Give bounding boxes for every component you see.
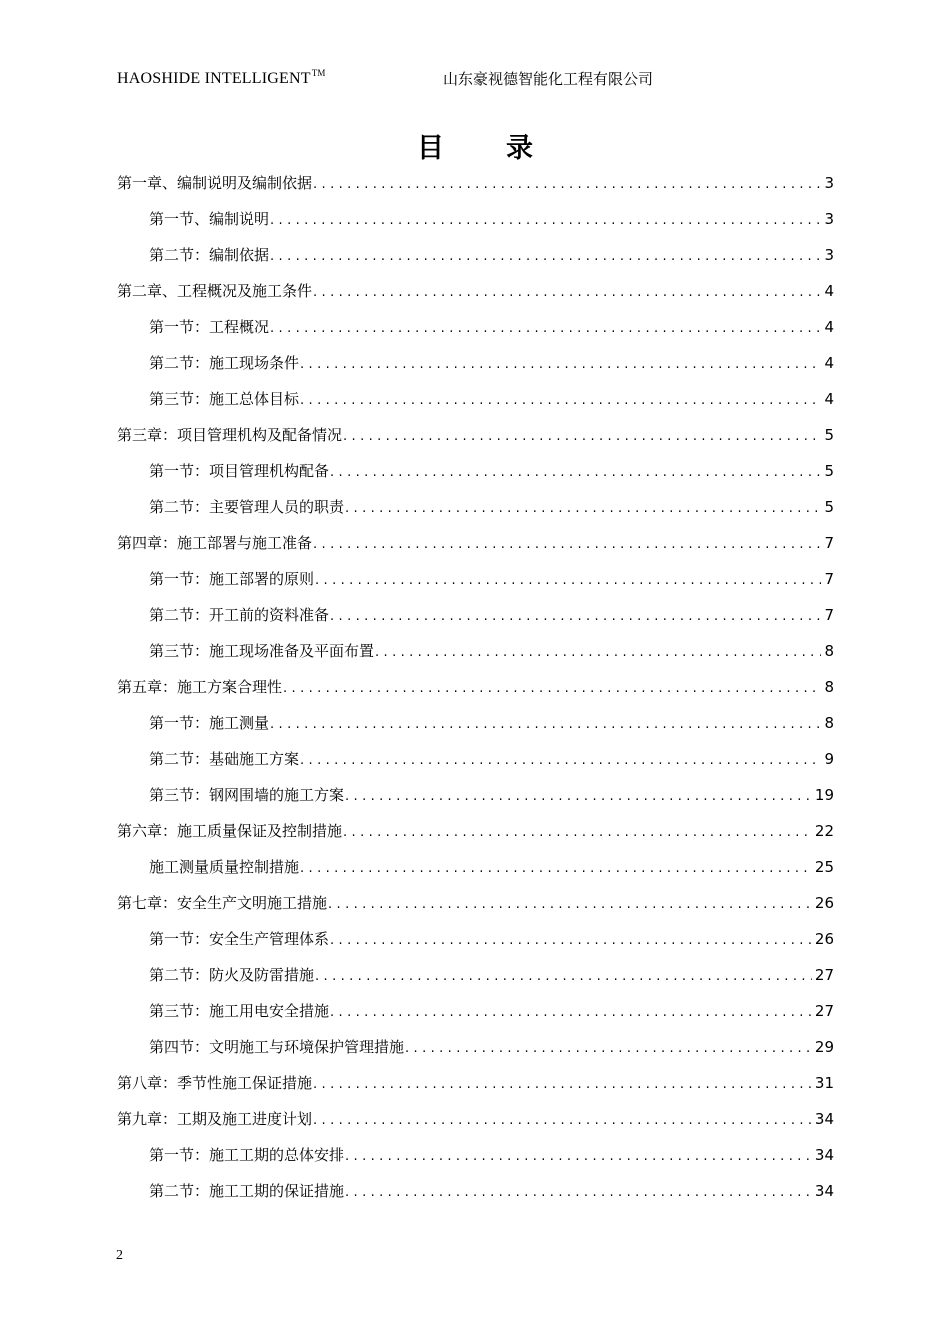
toc-entry-page: 8 <box>824 678 834 696</box>
dot-leader <box>313 282 821 304</box>
dot-leader <box>343 822 812 844</box>
toc-entry-title: 第二节：编制依据 <box>149 246 270 264</box>
toc-entry-title: 第一章、编制说明及编制依据 <box>117 174 313 192</box>
dot-leader <box>343 426 821 448</box>
dot-leader <box>300 750 821 772</box>
toc-entry-title: 第一节：项目管理机构配备 <box>149 462 330 480</box>
toc-entry-page: 22 <box>814 822 834 840</box>
toc-chapter-entry[interactable] <box>117 172 834 208</box>
toc-entry-page: 4 <box>824 390 834 408</box>
toc-entry-title: 第二章、工程概况及施工条件 <box>117 282 313 300</box>
toc-entry-page: 4 <box>824 282 834 300</box>
dot-leader <box>270 246 821 268</box>
toc-entry-page: 7 <box>824 570 834 588</box>
toc-entry-page: 8 <box>824 714 834 732</box>
toc-entry-page: 34 <box>814 1146 834 1164</box>
toc-entry-title: 第五章：施工方案合理性 <box>117 678 283 696</box>
toc-entry-title: 第八章：季节性施工保证措施 <box>117 1074 313 1092</box>
toc-entry-page: 7 <box>824 606 834 624</box>
page-number: 2 <box>116 1248 123 1263</box>
toc-entry-title: 第九章：工期及施工进度计划 <box>117 1110 313 1128</box>
toc-chapter-entry[interactable] <box>117 532 834 568</box>
toc-title: 目录 <box>417 133 595 164</box>
dot-leader <box>330 930 812 952</box>
toc-section-entry[interactable] <box>117 496 834 532</box>
toc-entry-page: 26 <box>814 930 834 948</box>
toc-chapter-entry[interactable] <box>117 424 834 460</box>
toc-entry-page: 4 <box>824 318 834 336</box>
toc-section-entry[interactable] <box>117 640 834 676</box>
toc-entry-page: 4 <box>824 354 834 372</box>
dot-leader <box>313 534 821 556</box>
toc-section-entry[interactable] <box>117 964 834 1000</box>
toc-section-entry[interactable] <box>117 856 834 892</box>
toc-entry-title: 第二节：施工现场条件 <box>149 354 300 372</box>
toc-section-entry[interactable] <box>117 1180 834 1216</box>
dot-leader <box>270 318 821 340</box>
dot-leader <box>345 786 812 808</box>
dot-leader <box>315 570 821 592</box>
trademark-mark: TM <box>311 68 326 78</box>
toc-entry-page: 3 <box>824 210 834 228</box>
toc-section-entry[interactable] <box>117 1000 834 1036</box>
toc-section-entry[interactable] <box>117 928 834 964</box>
toc-entry-title: 第二节：主要管理人员的职责 <box>149 498 345 516</box>
toc-section-entry[interactable] <box>117 1144 834 1180</box>
toc-entry-page: 26 <box>814 894 834 912</box>
company-name-en <box>117 68 326 88</box>
dot-leader <box>405 1038 812 1060</box>
toc-entry-title: 第七章：安全生产文明施工措施 <box>117 894 328 912</box>
company-name-en-text: HAOSHIDE INTELLIGENT <box>117 70 311 87</box>
dot-leader <box>313 1074 812 1096</box>
dot-leader <box>313 1110 812 1132</box>
dot-leader <box>375 642 821 664</box>
toc-entry-page: 27 <box>814 1002 834 1020</box>
toc-entry-page: 5 <box>824 426 834 444</box>
toc-section-entry[interactable] <box>117 208 834 244</box>
toc-entry-page: 5 <box>824 498 834 516</box>
toc-entry-page: 31 <box>814 1074 834 1092</box>
dot-leader <box>328 894 812 916</box>
toc-section-entry[interactable] <box>117 712 834 748</box>
toc-section-entry[interactable] <box>117 460 834 496</box>
toc-entry-page: 5 <box>824 462 834 480</box>
toc-entry-page: 25 <box>814 858 834 876</box>
toc-entry-title: 第二节：开工前的资料准备 <box>149 606 330 624</box>
toc-entry-page: 29 <box>814 1038 834 1056</box>
toc-section-entry[interactable] <box>117 568 834 604</box>
toc-entry-title: 第一节：安全生产管理体系 <box>149 930 330 948</box>
toc-chapter-entry[interactable] <box>117 892 834 928</box>
toc-entry-title: 第三章：项目管理机构及配备情况 <box>117 426 343 444</box>
table-of-contents <box>117 172 834 1216</box>
toc-entry-page: 8 <box>824 642 834 660</box>
toc-entry-title: 第一节：施工测量 <box>149 714 270 732</box>
toc-chapter-entry[interactable] <box>117 1108 834 1144</box>
toc-entry-title: 第二节：防火及防雷措施 <box>149 966 315 984</box>
dot-leader <box>270 210 821 232</box>
dot-leader <box>345 1146 812 1168</box>
toc-entry-page: 34 <box>814 1110 834 1128</box>
toc-section-entry[interactable] <box>117 244 834 280</box>
toc-section-entry[interactable] <box>117 748 834 784</box>
dot-leader <box>270 714 821 736</box>
toc-entry-page: 34 <box>814 1182 834 1200</box>
toc-entry-title: 第一节：施工部署的原则 <box>149 570 315 588</box>
toc-entry-title: 第三节：施工现场准备及平面布置 <box>149 642 375 660</box>
toc-entry-title: 第一节：工程概况 <box>149 318 270 336</box>
toc-entry-title: 第三节：施工总体目标 <box>149 390 300 408</box>
toc-entry-page: 9 <box>824 750 834 768</box>
toc-entry-page: 7 <box>824 534 834 552</box>
dot-leader <box>283 678 821 700</box>
toc-entry-title: 第一节、编制说明 <box>149 210 270 228</box>
dot-leader <box>300 390 821 412</box>
toc-chapter-entry[interactable] <box>117 676 834 712</box>
toc-entry-title: 第六章：施工质量保证及控制措施 <box>117 822 343 840</box>
page-header <box>0 68 950 92</box>
toc-entry-page: 3 <box>824 174 834 192</box>
toc-section-entry[interactable] <box>117 352 834 388</box>
toc-section-entry[interactable] <box>117 784 834 820</box>
toc-entry-title: 第三节：施工用电安全措施 <box>149 1002 330 1020</box>
toc-chapter-entry[interactable] <box>117 280 834 316</box>
toc-entry-title: 第二节：基础施工方案 <box>149 750 300 768</box>
toc-entry-page: 3 <box>824 246 834 264</box>
dot-leader <box>330 462 821 484</box>
dot-leader <box>300 858 812 880</box>
dot-leader <box>330 1002 812 1024</box>
dot-leader <box>345 498 821 520</box>
toc-section-entry[interactable] <box>117 1036 834 1072</box>
toc-entry-title: 第三节：钢网围墙的施工方案 <box>149 786 345 804</box>
toc-section-entry[interactable] <box>117 316 834 352</box>
dot-leader <box>330 606 821 628</box>
dot-leader <box>300 354 821 376</box>
toc-entry-title: 第四节：文明施工与环境保护管理措施 <box>149 1038 405 1056</box>
toc-section-entry[interactable] <box>117 388 834 424</box>
toc-chapter-entry[interactable] <box>117 1072 834 1108</box>
toc-entry-title: 第四章：施工部署与施工准备 <box>117 534 313 552</box>
dot-leader <box>345 1182 812 1204</box>
toc-entry-title: 第二节：施工工期的保证措施 <box>149 1182 345 1200</box>
toc-entry-title: 施工测量质量控制措施 <box>149 858 300 876</box>
toc-entry-page: 19 <box>814 786 834 804</box>
toc-section-entry[interactable] <box>117 604 834 640</box>
company-name-cn: 山东豪视德智能化工程有限公司 <box>443 70 654 88</box>
toc-chapter-entry[interactable] <box>117 820 834 856</box>
toc-entry-title: 第一节：施工工期的总体安排 <box>149 1146 345 1164</box>
toc-entry-page: 27 <box>814 966 834 984</box>
dot-leader <box>313 174 821 196</box>
dot-leader <box>315 966 812 988</box>
